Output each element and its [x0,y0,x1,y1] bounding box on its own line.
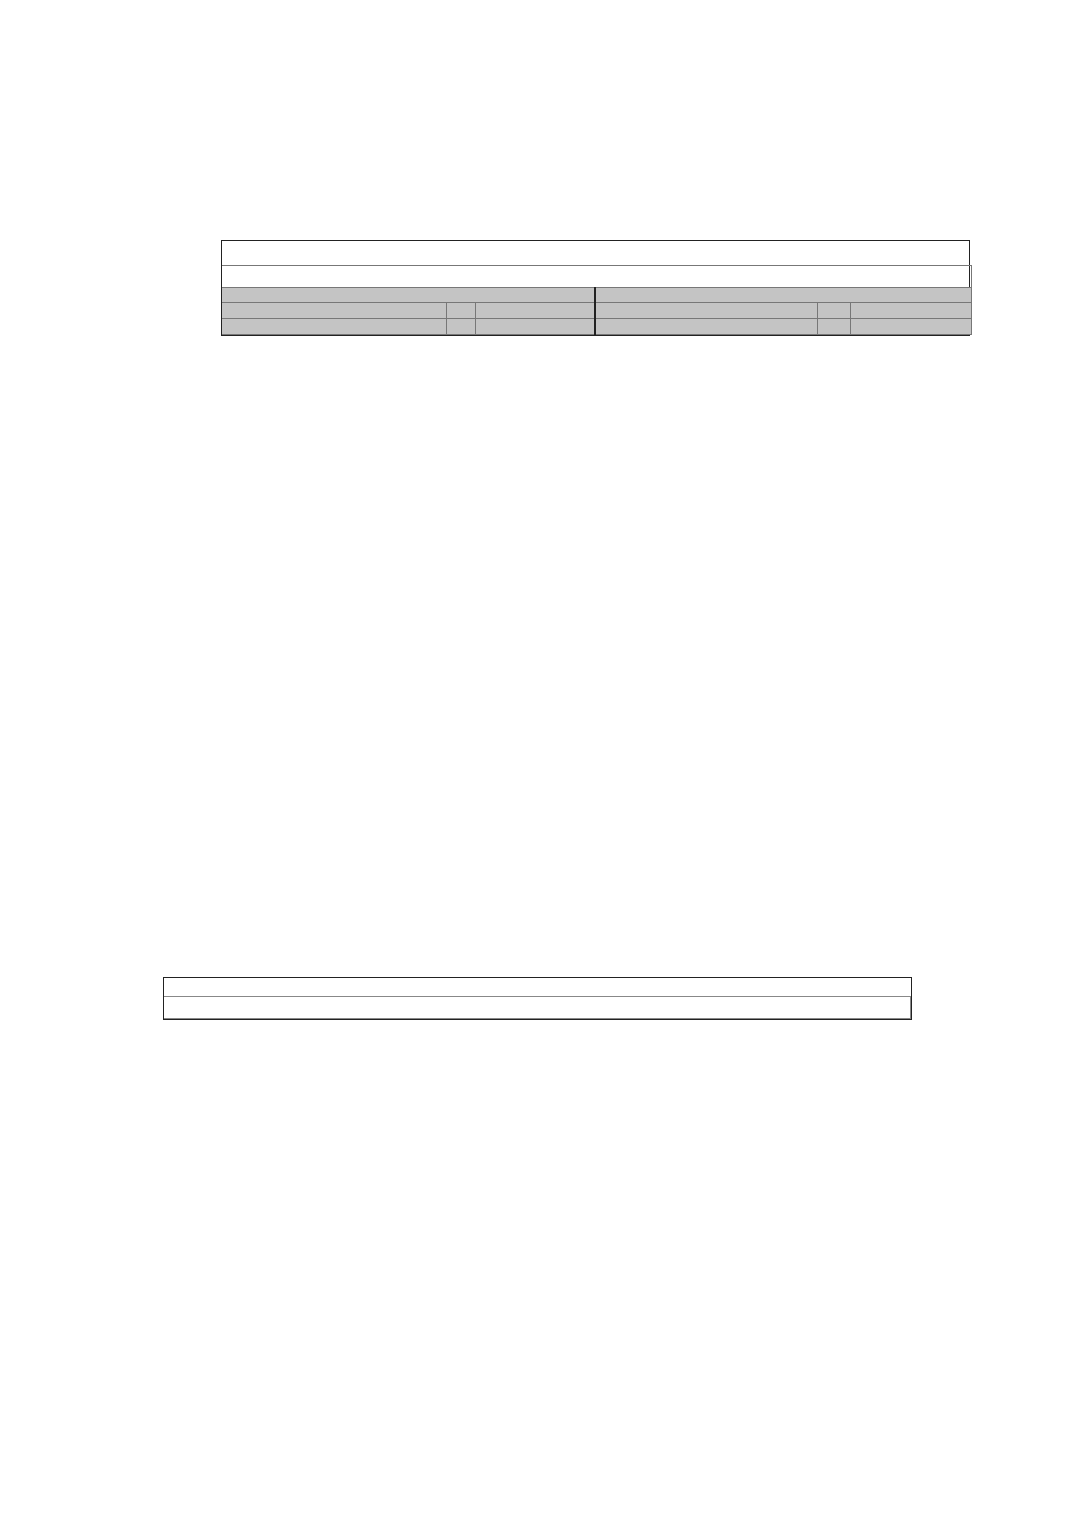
expense-header [595,287,971,303]
income-header [222,287,595,303]
table1-title [222,241,971,265]
table1-meta [595,265,971,287]
income-lanci-blank [446,319,475,335]
table2-title [164,978,911,996]
income-col-line [446,303,475,319]
income-expense-summary-table [221,240,970,336]
expense-lanci-label [595,319,817,335]
income-col-amount [475,303,595,319]
table2-meta [450,996,911,1018]
income-table [163,977,912,1020]
expense-col-line [817,303,850,319]
expense-lanci-number [850,319,971,335]
expense-lanci-blank [817,319,850,335]
income-lanci-label [222,319,446,335]
expense-col-amount [850,303,971,319]
income-lanci-number [475,319,595,335]
income-col-item [222,303,446,319]
expense-col-item [595,303,817,319]
table2-department [164,996,450,1018]
table1-department [222,265,595,287]
